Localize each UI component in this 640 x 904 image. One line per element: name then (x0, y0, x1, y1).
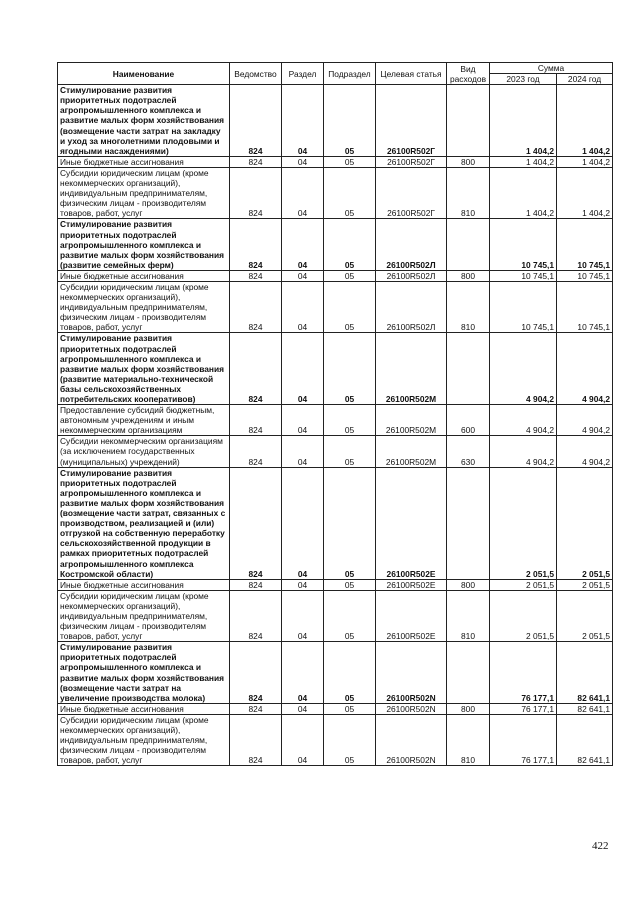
row-name: Субсидии юридическим лицам (кроме некоммерческих организаций), индивидуальным предпринимателям, физическим лицам - производителям товаров, работ, услуг (58, 167, 230, 218)
row-razdel: 04 (282, 642, 324, 704)
row-podrazdel: 05 (324, 281, 376, 332)
row-podrazdel: 05 (324, 590, 376, 641)
row-sum-2024: 4 904,2 (557, 436, 613, 467)
table-row (58, 642, 613, 704)
row-name: Субсидии юридическим лицам (кроме некоммерческих организаций), индивидуальным предпринимателям, физическим лицам - производителям товаров, работ, услуг (58, 281, 230, 332)
row-razdel: 04 (282, 714, 324, 765)
row-target: 26100R502Е (376, 579, 447, 590)
row-target: 26100R502Л (376, 270, 447, 281)
row-target: 26100R502М (376, 405, 447, 436)
row-sum-2023: 2 051,5 (490, 579, 557, 590)
row-vedomstvo: 824 (230, 167, 282, 218)
row-sum-2023: 1 404,2 (490, 167, 557, 218)
row-sum-2024: 4 904,2 (557, 405, 613, 436)
row-sum-2023: 4 904,2 (490, 436, 557, 467)
row-podrazdel: 05 (324, 167, 376, 218)
row-sum-2024: 1 404,2 (557, 156, 613, 167)
row-sum-2023: 76 177,1 (490, 703, 557, 714)
row-vid (447, 219, 490, 270)
row-razdel: 04 (282, 703, 324, 714)
table-row (58, 436, 613, 467)
row-vedomstvo: 824 (230, 219, 282, 270)
row-name: Субсидии юридическим лицам (кроме некоммерческих организаций), индивидуальным предпринимателям, физическим лицам - производителям товаров, работ, услуг (58, 714, 230, 765)
row-sum-2023: 1 404,2 (490, 156, 557, 167)
row-sum-2023: 76 177,1 (490, 714, 557, 765)
row-vedomstvo: 824 (230, 590, 282, 641)
row-target: 26100R502N (376, 714, 447, 765)
table-row (58, 590, 613, 641)
table-row (58, 219, 613, 270)
row-sum-2023: 2 051,5 (490, 467, 557, 579)
row-podrazdel: 05 (324, 270, 376, 281)
row-name: Субсидии некоммерческим организациям (за исключением государственных (муниципальных) учреждений) (58, 436, 230, 467)
row-sum-2023: 10 745,1 (490, 270, 557, 281)
row-sum-2024: 10 745,1 (557, 270, 613, 281)
row-razdel: 04 (282, 590, 324, 641)
row-podrazdel: 05 (324, 642, 376, 704)
row-name: Субсидии юридическим лицам (кроме некоммерческих организаций), индивидуальным предпринимателям, физическим лицам - производителям товаров, работ, услуг (58, 590, 230, 641)
row-sum-2023: 2 051,5 (490, 590, 557, 641)
table-row (58, 333, 613, 405)
row-sum-2023: 76 177,1 (490, 642, 557, 704)
table-row (58, 405, 613, 436)
row-name: Стимулирование развития приоритетных подотраслей агропромышленного комплекса и развитие малых форм хозяйствования (развитие семейных ферм) (58, 219, 230, 270)
table-row (58, 167, 613, 218)
row-razdel: 04 (282, 579, 324, 590)
row-vid (447, 85, 490, 157)
row-target: 26100R502Г (376, 85, 447, 157)
row-target: 26100R502N (376, 642, 447, 704)
header-razdel: Раздел (282, 63, 324, 85)
row-podrazdel: 05 (324, 467, 376, 579)
row-vid (447, 467, 490, 579)
row-vid: 630 (447, 436, 490, 467)
row-razdel: 04 (282, 156, 324, 167)
row-vid: 810 (447, 714, 490, 765)
row-target: 26100R502Е (376, 590, 447, 641)
header-vid: Вид расходов (447, 63, 490, 85)
row-podrazdel: 05 (324, 436, 376, 467)
row-razdel: 04 (282, 405, 324, 436)
row-razdel: 04 (282, 219, 324, 270)
table-row (58, 703, 613, 714)
row-vid: 810 (447, 590, 490, 641)
row-vedomstvo: 824 (230, 467, 282, 579)
row-vid (447, 642, 490, 704)
row-sum-2023: 4 904,2 (490, 405, 557, 436)
row-razdel: 04 (282, 467, 324, 579)
header-vedomstvo: Ведомство (230, 63, 282, 85)
row-sum-2024: 2 051,5 (557, 467, 613, 579)
row-razdel: 04 (282, 270, 324, 281)
row-name: Иные бюджетные ассигнования (58, 156, 230, 167)
row-sum-2024: 1 404,2 (557, 167, 613, 218)
row-vid: 600 (447, 405, 490, 436)
row-vedomstvo: 824 (230, 642, 282, 704)
row-target: 26100R502Л (376, 219, 447, 270)
row-sum-2023: 4 904,2 (490, 333, 557, 405)
row-sum-2024: 10 745,1 (557, 281, 613, 332)
row-vid: 800 (447, 156, 490, 167)
row-vid: 800 (447, 703, 490, 714)
row-vedomstvo: 824 (230, 156, 282, 167)
row-razdel: 04 (282, 436, 324, 467)
row-razdel: 04 (282, 167, 324, 218)
table-row (58, 579, 613, 590)
header-podrazdel: Подраздел (324, 63, 376, 85)
row-target: 26100R502Е (376, 467, 447, 579)
row-sum-2024: 82 641,1 (557, 714, 613, 765)
row-vid: 800 (447, 579, 490, 590)
page-number: 422 (592, 840, 609, 852)
table-row (58, 156, 613, 167)
table-body (58, 85, 613, 766)
row-vedomstvo: 824 (230, 281, 282, 332)
budget-table (57, 62, 613, 766)
row-name: Стимулирование развития приоритетных подотраслей агропромышленного комплекса и развитие малых форм хозяйствования (возмещение части затрат, связанных с производством, реализацией и (или) отгрузкой на собственную переработку сельскохозяйственной продукции в рамках приоритетных подотраслей агропромышленного комплекса Костромской области) (58, 467, 230, 579)
row-podrazdel: 05 (324, 714, 376, 765)
row-razdel: 04 (282, 85, 324, 157)
row-sum-2024: 2 051,5 (557, 579, 613, 590)
row-podrazdel: 05 (324, 579, 376, 590)
row-sum-2023: 1 404,2 (490, 85, 557, 157)
table-row (58, 467, 613, 579)
row-sum-2023: 10 745,1 (490, 281, 557, 332)
row-podrazdel: 05 (324, 85, 376, 157)
row-sum-2024: 82 641,1 (557, 642, 613, 704)
row-target: 26100R502М (376, 436, 447, 467)
row-podrazdel: 05 (324, 405, 376, 436)
row-podrazdel: 05 (324, 703, 376, 714)
row-target: 26100R502N (376, 703, 447, 714)
row-vid: 810 (447, 167, 490, 218)
row-name: Стимулирование развития приоритетных подотраслей агропромышленного комплекса и развитие малых форм хозяйствования (развитие материально-технической базы сельскохозяйственных потребительских кооперативов) (58, 333, 230, 405)
row-podrazdel: 05 (324, 219, 376, 270)
row-sum-2024: 2 051,5 (557, 590, 613, 641)
row-vedomstvo: 824 (230, 579, 282, 590)
row-name: Предоставление субсидий бюджетным, автономным учреждениям и иным некоммерческим организациям (58, 405, 230, 436)
row-vid: 810 (447, 281, 490, 332)
row-vedomstvo: 824 (230, 333, 282, 405)
row-sum-2024: 1 404,2 (557, 85, 613, 157)
row-sum-2023: 10 745,1 (490, 219, 557, 270)
row-sum-2024: 82 641,1 (557, 703, 613, 714)
row-podrazdel: 05 (324, 156, 376, 167)
row-target: 26100R502Л (376, 281, 447, 332)
row-podrazdel: 05 (324, 333, 376, 405)
header-summa: Сумма (490, 63, 613, 74)
table-row (58, 270, 613, 281)
row-name: Стимулирование развития приоритетных подотраслей агропромышленного комплекса и развитие малых форм хозяйствования (возмещение части затрат на увеличение производства молока) (58, 642, 230, 704)
row-vedomstvo: 824 (230, 270, 282, 281)
row-target: 26100R502Г (376, 167, 447, 218)
row-vedomstvo: 824 (230, 405, 282, 436)
row-vid: 800 (447, 270, 490, 281)
row-vedomstvo: 824 (230, 703, 282, 714)
row-sum-2024: 10 745,1 (557, 219, 613, 270)
header-name: Наименование (58, 63, 230, 85)
row-vid (447, 333, 490, 405)
row-name: Иные бюджетные ассигнования (58, 270, 230, 281)
row-name: Иные бюджетные ассигнования (58, 579, 230, 590)
row-razdel: 04 (282, 333, 324, 405)
header-year-2023: 2023 год (490, 74, 557, 85)
row-razdel: 04 (282, 281, 324, 332)
row-name: Стимулирование развития приоритетных подотраслей агропромышленного комплекса и развитие малых форм хозяйствования (возмещение части затрат на закладку и уход за многолетними плодовыми и ягодными насаждениями) (58, 85, 230, 157)
table-row (58, 281, 613, 332)
row-sum-2024: 4 904,2 (557, 333, 613, 405)
table-row (58, 714, 613, 765)
row-target: 26100R502Г (376, 156, 447, 167)
header-target: Целевая статья (376, 63, 447, 85)
row-vedomstvo: 824 (230, 714, 282, 765)
header-year-2024: 2024 год (557, 74, 613, 85)
row-vedomstvo: 824 (230, 85, 282, 157)
row-target: 26100R502М (376, 333, 447, 405)
row-name: Иные бюджетные ассигнования (58, 703, 230, 714)
row-vedomstvo: 824 (230, 436, 282, 467)
table-row (58, 85, 613, 157)
